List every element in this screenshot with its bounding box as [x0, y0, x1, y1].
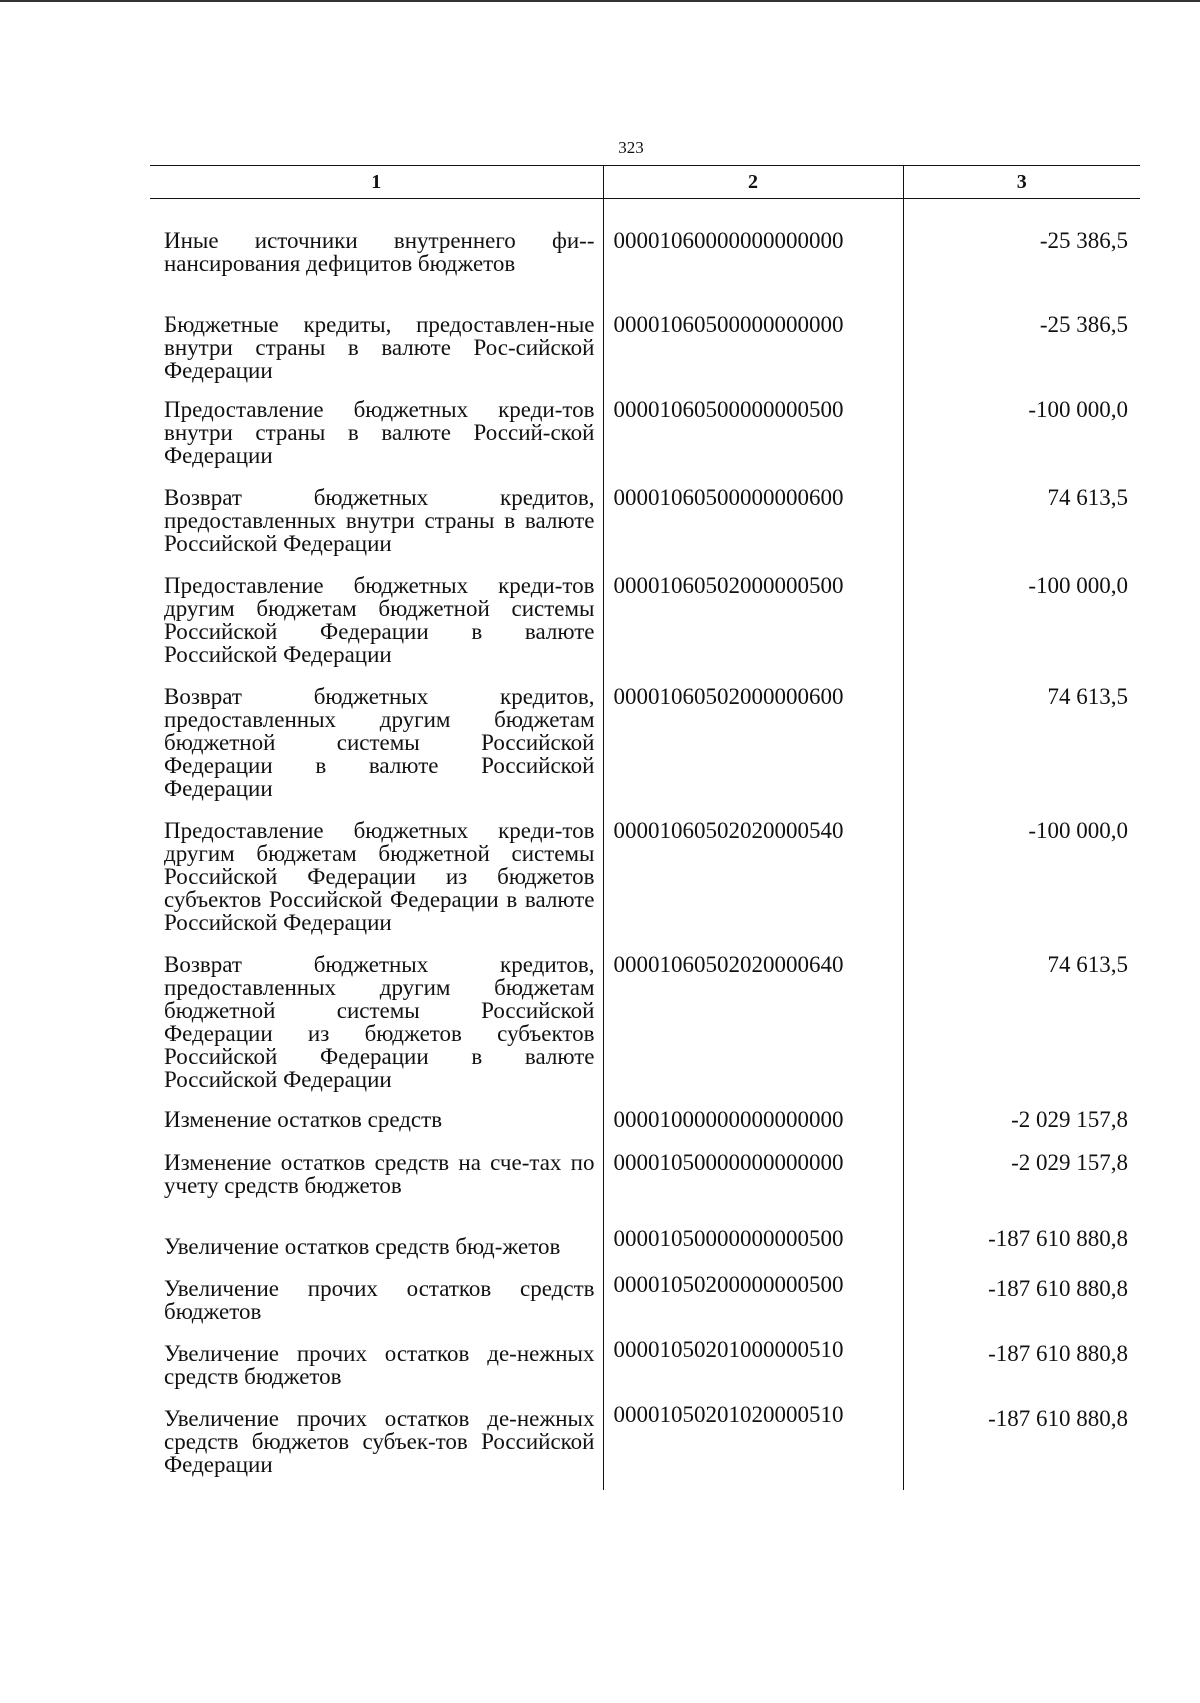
row-code: 00001060500000000600 — [603, 467, 903, 555]
row-name: Увеличение прочих остатков де-нежных средств бюджетов — [164, 1341, 595, 1389]
scan-top-edge — [0, 0, 1200, 6]
row-amount: -187 610 880,8 — [903, 1258, 1140, 1323]
table-row — [150, 382, 1140, 467]
table-row — [150, 1388, 1140, 1490]
row-code: 00001060502000000500 — [603, 555, 903, 666]
row-code: 00001050201000000510 — [603, 1323, 903, 1388]
row-code: 00001050000000000500 — [603, 1197, 903, 1258]
row-code: 00001060500000000500 — [603, 382, 903, 467]
row-amount: -100 000,0 — [903, 555, 1140, 666]
row-code: 00001050200000000500 — [603, 1258, 903, 1323]
row-name: Предоставление бюджетных креди-тов другим бюджетам бюджетной системы Российской Федерации в валюте Российской Федерации — [164, 573, 595, 667]
column-header-2: 2 — [603, 166, 903, 199]
row-name: Увеличение прочих остатков средств бюджетов — [164, 1276, 595, 1324]
row-name: Изменение остатков средств на сче-тах по учету средств бюджетов — [164, 1150, 595, 1198]
row-name: Увеличение остатков средств бюд-жетов — [164, 1234, 561, 1259]
row-name: Возврат бюджетных кредитов, предоставленных другим бюджетам бюджетной системы Российской Федерации из бюджетов субъектов Российской Федерации в валюте Российской Федерации — [164, 952, 595, 1092]
table-row — [150, 1091, 1140, 1131]
row-amount: -25 386,5 — [903, 199, 1140, 276]
table-row — [150, 199, 1140, 276]
row-code: 00001060500000000000 — [603, 275, 903, 382]
row-amount: -100 000,0 — [903, 382, 1140, 467]
table-row — [150, 1323, 1140, 1388]
row-name: Увеличение прочих остатков де-нежных средств бюджетов субъек-тов Российской Федерации — [164, 1406, 595, 1477]
row-name: Возврат бюджетных кредитов, предоставленных внутри страны в валюте Российской Федерации — [164, 485, 595, 556]
table-row — [150, 800, 1140, 934]
table-row — [150, 555, 1140, 666]
row-name: Возврат бюджетных кредитов, предоставленных другим бюджетам бюджетной системы Российской Федерации в валюте Российской Федерации — [164, 684, 595, 801]
table-header-row — [150, 166, 1140, 199]
row-name: Изменение остатков средств — [164, 1107, 443, 1132]
row-code: 00001050000000000000 — [603, 1131, 903, 1197]
page-number: 323 — [618, 138, 644, 157]
table-row — [150, 934, 1140, 1091]
row-amount: -2 029 157,8 — [903, 1131, 1140, 1197]
row-code: 00001060502000000600 — [603, 666, 903, 800]
row-code: 00001000000000000000 — [603, 1091, 903, 1131]
row-name: Предоставление бюджетных креди-тов другим бюджетам бюджетной системы Российской Федерации из бюджетов субъектов Российской Федерации в валюте Российской Федерации — [164, 818, 595, 935]
row-name: Бюджетные кредиты, предоставлен-ные внутри страны в валюте Рос-сийской Федерации — [164, 312, 595, 383]
row-amount: -187 610 880,8 — [903, 1388, 1140, 1490]
row-amount: -2 029 157,8 — [903, 1091, 1140, 1131]
row-code: 00001060000000000000 — [603, 199, 903, 276]
row-name: Предоставление бюджетных креди-тов внутри страны в валюте Россий-ской Федерации — [164, 397, 595, 468]
table-row — [150, 467, 1140, 555]
table-row — [150, 1258, 1140, 1323]
row-code: 00001050201020000510 — [603, 1388, 903, 1490]
table-row — [150, 666, 1140, 800]
row-amount: -100 000,0 — [903, 800, 1140, 934]
row-amount: 74 613,5 — [903, 934, 1140, 1091]
row-name: Иные источники внутреннего фи-нансирования дефицитов бюджетов — [164, 228, 595, 276]
table-row — [150, 275, 1140, 382]
column-header-1: 1 — [150, 166, 603, 199]
row-amount: -187 610 880,8 — [903, 1197, 1140, 1258]
row-amount: 74 613,5 — [903, 666, 1140, 800]
row-code: 00001060502020000540 — [603, 800, 903, 934]
row-amount: -25 386,5 — [903, 275, 1140, 382]
sources-table — [150, 165, 1140, 1490]
row-amount: -187 610 880,8 — [903, 1323, 1140, 1388]
row-code: 00001060502020000640 — [603, 934, 903, 1091]
table-row — [150, 1197, 1140, 1258]
table-row — [150, 1131, 1140, 1197]
column-header-3: 3 — [903, 166, 1140, 199]
row-amount: 74 613,5 — [903, 467, 1140, 555]
